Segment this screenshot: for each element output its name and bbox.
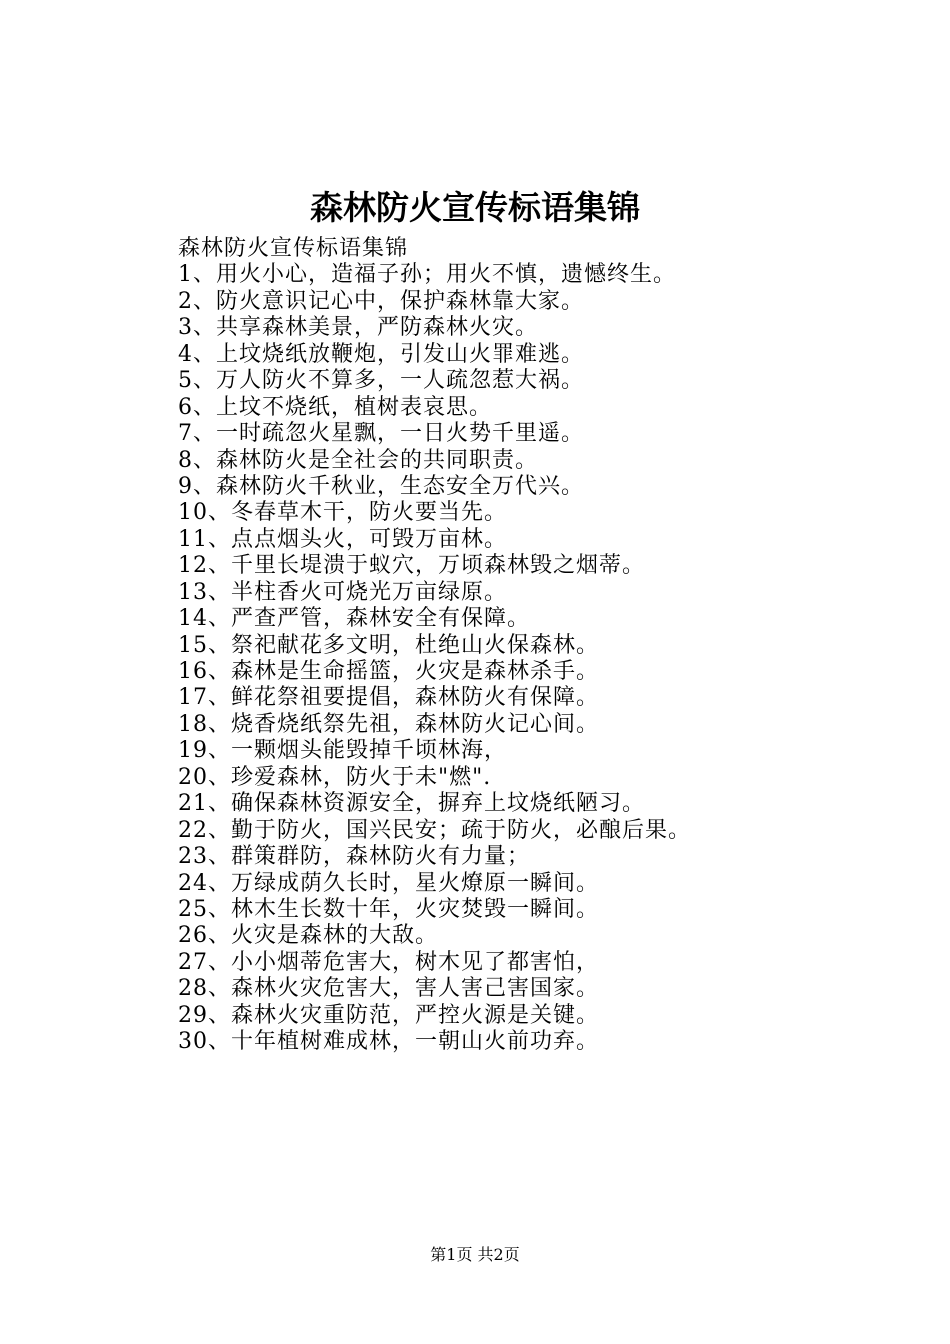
slogan-item: 23、群策群防，森林防火有力量； (178, 844, 530, 870)
slogan-item: 1、用火小心，造福子孙；用火不慎，遗憾终生。 (178, 262, 676, 288)
slogan-item: 30、十年植树难成林，一朝山火前功弃。 (178, 1029, 599, 1055)
slogan-item: 13、半柱香火可烧光万亩绿原。 (178, 579, 507, 605)
slogan-item: 6、上坟不烧纸，植树表哀思。 (178, 394, 492, 420)
subtitle-line: 森林防火宣传标语集锦 (178, 236, 409, 261)
slogan-item: 27、小小烟蒂危害大，树木见了都害怕， (178, 949, 599, 975)
slogan-item: 24、万绿成荫久长时，星火燎原一瞬间。 (178, 870, 599, 896)
slogan-item: 25、林木生长数十年，火灾焚毁一瞬间。 (178, 896, 599, 922)
slogan-item: 7、一时疏忽火星飘，一日火势千里遥。 (178, 421, 584, 447)
slogan-item: 29、森林火灾重防范，严控火源是关键。 (178, 1002, 599, 1028)
slogan-item: 15、祭祀献花多文明，杜绝山火保森林。 (178, 632, 599, 658)
document-body (178, 236, 908, 1056)
slogan-item: 20、珍爱森林，防火于未"燃". (178, 764, 492, 790)
slogan-item: 4、上坟烧纸放鞭炮，引发山火罪难逃。 (178, 341, 584, 367)
slogan-item: 11、点点烟头火，可毁万亩林。 (178, 526, 507, 552)
page-footer (0, 1243, 950, 1267)
slogan-item: 9、森林防火千秋业，生态安全万代兴。 (178, 473, 584, 499)
slogan-item: 18、烧香烧纸祭先祖，森林防火记心间。 (178, 711, 599, 737)
slogan-item: 3、共享森林美景，严防森林火灾。 (178, 315, 538, 341)
slogan-item: 22、勤于防火，国兴民安；疏于防火，必酿后果。 (178, 817, 691, 843)
slogan-item: 5、万人防火不算多，一人疏忽惹大祸。 (178, 368, 584, 394)
slogan-item: 19、一颗烟头能毁掉千顷林海， (178, 738, 507, 764)
slogan-item: 14、严查严管，森林安全有保障。 (178, 606, 530, 632)
slogan-item: 26、火灾是森林的大敌。 (178, 923, 438, 949)
slogan-item: 8、森林防火是全社会的共同职责。 (178, 447, 538, 473)
slogan-item: 17、鲜花祭祖要提倡，森林防火有保障。 (178, 685, 599, 711)
page-title: 森林防火宣传标语集锦 (310, 188, 640, 227)
slogan-item: 2、防火意识记心中，保护森林靠大家。 (178, 288, 584, 314)
slogan-item: 21、确保森林资源安全，摒弃上坟烧纸陋习。 (178, 791, 645, 817)
page-indicator: 第1页 共2页 (430, 1245, 520, 1264)
slogan-item: 12、千里长堤溃于蚁穴，万顷森林毁之烟蒂。 (178, 553, 645, 579)
slogan-item: 16、森林是生命摇篮，火灾是森林杀手。 (178, 659, 599, 684)
slogan-item: 10、冬春草木干，防火要当先。 (178, 500, 507, 526)
slogan-item: 28、森林火灾危害大，害人害己害国家。 (178, 976, 599, 1002)
